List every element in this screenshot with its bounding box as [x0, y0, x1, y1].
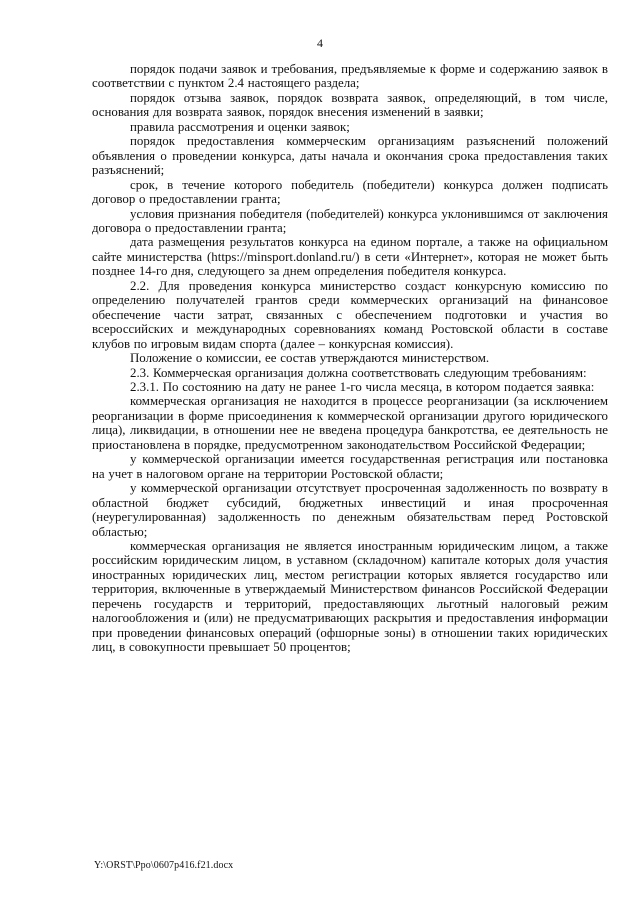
paragraph: дата размещения результатов конкурса на едином портале, а также на официальном сайте министерства (https://minsport.donland.ru/) в сети «Интернет», которая не может быть позднее 14-го дня, следующего за днем определения победителя конкурса. [92, 235, 608, 279]
paragraph: порядок отзыва заявок, порядок возврата заявок, определяющий, в том числе, основания для возврата заявок, порядок внесения изменений в заявки; [92, 90, 608, 120]
paragraph: коммерческая организация не находится в процессе реорганизации (за исключением реорганизации в форме присоединения к коммерческой организации другого юридического лица), ликвидации, в отношении нее не введена процедура банкротства, ее деятельность не приостановлена в порядке, предусмотренном законодательством Российской Федерации; [92, 394, 608, 452]
paragraph-section-2-3: 2.3. Коммерческая организация должна соответствовать следующим требованиям: [130, 365, 587, 380]
paragraph: условия признания победителя (победителей) конкурса уклонившимся от заключения договора о предоставлении гранта; [92, 206, 608, 235]
paragraph: порядок подачи заявок и требования, предъявляемые к форме и содержанию заявок в соответствии с пунктом 2.4 настоящего раздела; [92, 62, 608, 91]
paragraph: у коммерческой организации отсутствует просроченная задолженность по возврату в областной бюджет субсидий, бюджетных инвестиций и иная просроченная (неурегулированная) задолженность по денежным обязательствам перед Ростовской областью; [92, 481, 608, 539]
paragraph: Положение о комиссии, ее состав утверждаются министерством. [130, 351, 490, 366]
paragraph: порядок предоставления коммерческим организациям разъяснений положений объявления о проведении конкурса, даты начала и окончания срока предоставления таких разъяснений; [92, 134, 608, 178]
page-number: 4 [317, 36, 323, 50]
footer-file-path: Y:\ORST\Ppo\0607p416.f21.docx [94, 860, 234, 871]
paragraph: правила рассмотрения и оценки заявок; [130, 119, 350, 134]
paragraph: коммерческая организация не является иностранным юридическим лицом, а также российским юридическим лицом, в уставном (складочном) капитале которых доля участия иностранных юридических лиц, местом регистрации которых является государство или территория, включенные в утверждаемый Министерством финансов Российской Федерации перечень государств и территорий, предоставляющих льготный налоговый режим налогообложения и (или) не предусматривающих раскрытия и предоставления информации при проведении финансовых операций (офшорные зоны) в отношении таких юридических лиц, в совокупности превышает 50 процентов; [92, 538, 608, 655]
paragraph-section-2-3-1: 2.3.1. По состоянию на дату не ранее 1-го числа месяца, в котором подается заявка: [130, 379, 595, 394]
paragraph: у коммерческой организации имеется государственная регистрация или постановка на учет в налоговом органе на территории Ростовской области; [92, 452, 608, 481]
paragraph-section-2-2: 2.2. Для проведения конкурса министерство создаст конкурсную комиссию по определению получателей грантов среди коммерческих организаций на финансовое обеспечение части затрат, связанных с обеспечением подготовки и участия во всероссийских и международных соревнованиях команд Ростовской области в составе клубов по игровым видам спорта (далее – конкурсная комиссия). [92, 278, 608, 351]
paragraph: срок, в течение которого победитель (победители) конкурса должен подписать договор о предоставлении гранта; [92, 177, 608, 207]
document-body [92, 62, 608, 655]
